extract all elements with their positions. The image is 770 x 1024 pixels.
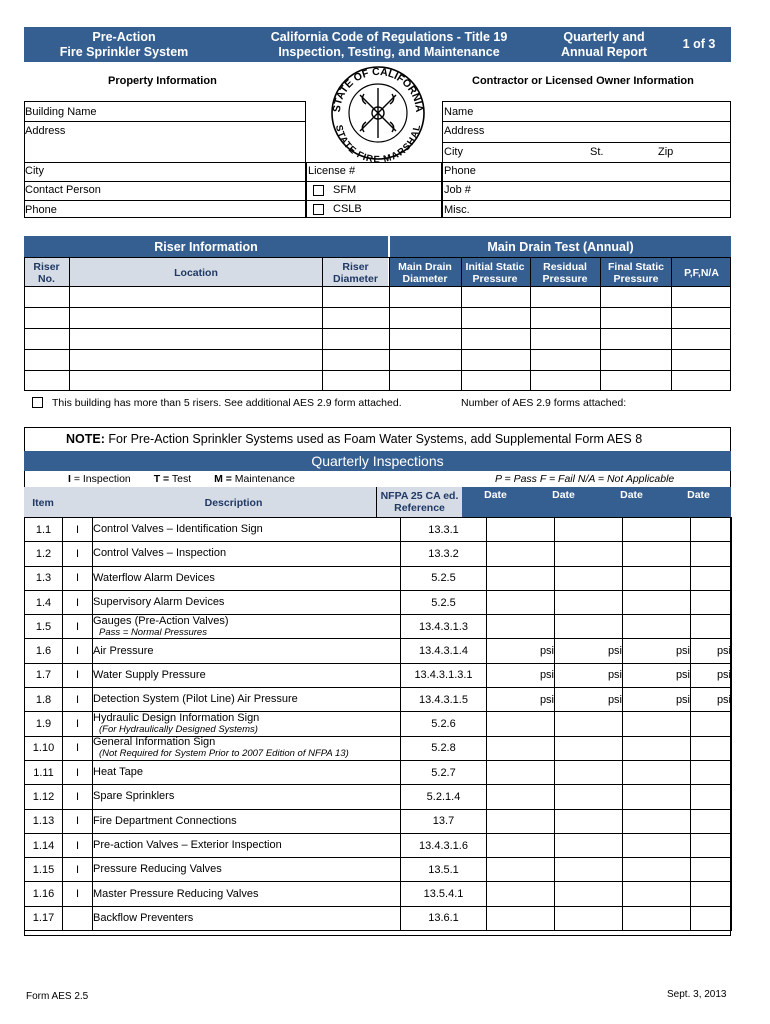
date-entry-cell[interactable] [487,858,555,882]
item-number: 1.6 [25,639,63,663]
date-entry-cell[interactable]: psi [555,663,623,687]
nfpa-reference: 13.7 [401,809,487,833]
header-report-type-2: Annual Report [560,45,648,59]
date-entry-cell[interactable] [487,518,555,542]
item-description [93,906,401,930]
riser-cell[interactable] [25,350,69,370]
description-text: Water Supply Pressure [93,668,206,681]
item-number: 1.16 [25,882,63,906]
col-date-4: Date [687,489,710,501]
description-text: Pre-action Valves – Exterior Inspection [93,839,282,851]
date-entry-cell[interactable]: psi [623,663,691,687]
property-city-field[interactable]: City [25,165,44,177]
nfpa-reference: 5.2.5 [401,590,487,614]
riser-info-bar [24,236,388,257]
description-text: Air Pressure [93,644,154,657]
riser-cell[interactable] [390,329,461,349]
riser-cell[interactable] [531,329,600,349]
riser-cell[interactable] [323,329,389,349]
description-text: Waterflow Alarm Devices [93,571,215,584]
col-ref-line1: NFPA 25 CA ed. [380,490,459,502]
date-entry-cell[interactable] [555,566,623,590]
legend [68,473,295,485]
item-number: 1.12 [25,785,63,809]
date-entry-cell[interactable]: psi [487,639,555,663]
inspection-type [63,906,93,930]
table-row [25,688,732,712]
date-entry-cell[interactable] [487,590,555,614]
date-entry-cell[interactable] [691,858,732,882]
item-description [93,736,401,760]
state-fire-marshal-seal [326,64,430,162]
property-address-field[interactable]: Address [25,125,66,137]
item-description [93,858,401,882]
date-entry-cell[interactable] [623,785,691,809]
item-description [93,518,401,542]
col-initial-static-pressure: Initial Static Pressure [465,261,525,285]
col-date-2: Date [552,489,575,501]
riser-cell[interactable] [323,287,389,307]
riser-cell[interactable] [390,308,461,328]
description-text: Spare Sprinklers [93,790,175,803]
table-row [25,736,732,760]
nfpa-reference: 13.5.1 [401,858,487,882]
riser-cell[interactable] [323,308,389,328]
seal-ring-top: STATE OF CALIFORNIA [330,65,426,113]
riser-cell[interactable] [25,287,69,307]
date-entry-cell[interactable]: psi [691,639,732,663]
table-row [25,542,732,566]
item-number: 1.7 [25,663,63,687]
date-entry-cell[interactable] [691,882,732,906]
contractor-phone-field[interactable]: Phone [444,165,476,177]
col-description: Description [204,497,263,509]
description-text: Backflow Preventers [93,911,194,924]
header-report-type: Quarterly and [563,30,645,44]
table-row [25,858,732,882]
date-entry-cell[interactable] [487,760,555,784]
nfpa-reference: 5.2.8 [401,736,487,760]
more-risers-checkbox[interactable] [32,397,43,408]
item-number: 1.10 [25,736,63,760]
date-entry-cell[interactable]: psi [691,663,732,687]
table-row [25,785,732,809]
date-entry-cell[interactable]: psi [623,639,691,663]
description-text: Gauges (Pre-Action Valves) [93,614,229,627]
riser-cell[interactable] [25,371,69,391]
date-entry-cell[interactable] [691,760,732,784]
riser-cell[interactable] [462,350,530,370]
date-entry-cell[interactable] [623,833,691,857]
nfpa-reference: 5.2.5 [401,566,487,590]
nfpa-reference: 13.4.3.1.3 [401,615,487,639]
inspection-type: I [63,712,93,736]
date-entry-cell[interactable] [623,566,691,590]
description-text: Control Valves – Identification Sign [93,523,263,536]
riser-cell[interactable] [601,350,671,370]
riser-cell[interactable] [390,371,461,391]
riser-cell[interactable] [462,329,530,349]
riser-cell[interactable] [70,350,322,370]
building-name-field[interactable]: Building Name [25,106,97,118]
inspection-type: I [63,542,93,566]
nfpa-reference: 5.2.1.4 [401,785,487,809]
legend-t-text: Test [171,473,192,485]
item-description [93,833,401,857]
riser-cell[interactable] [672,287,731,307]
item-number: 1.15 [25,858,63,882]
date-entry-cell[interactable] [555,809,623,833]
license-number-label: License # [308,165,356,177]
item-number: 1.1 [25,518,63,542]
col-item: Item [32,497,54,509]
date-entry-cell[interactable] [555,542,623,566]
date-entry-cell[interactable] [623,542,691,566]
legend-i: I [68,473,71,485]
table-row [25,906,732,930]
nfpa-reference: 13.6.1 [401,906,487,930]
date-entry-cell[interactable]: psi [487,663,555,687]
main-drain-title: Main Drain Test (Annual) [487,240,634,254]
nfpa-reference: 5.2.7 [401,760,487,784]
legend-i-text: = Inspection [73,473,131,485]
date-entry-cell[interactable] [487,882,555,906]
date-entry-cell[interactable] [691,712,732,736]
seal-ring-bottom: STATE FIRE MARSHAL [332,123,424,162]
col-location: Location [174,267,218,279]
contractor-city-field[interactable]: City [444,146,463,158]
inspection-type: I [63,518,93,542]
date-entry-cell[interactable] [623,809,691,833]
riser-cell[interactable] [672,350,731,370]
date-entry-cell[interactable] [555,736,623,760]
date-entry-cell[interactable] [555,518,623,542]
item-number: 1.5 [25,615,63,639]
table-row [25,882,732,906]
date-entry-cell[interactable] [623,760,691,784]
description-text: Supervisory Alarm Devices [93,596,225,609]
table-row [25,518,732,542]
date-entry-cell[interactable]: psi [691,688,732,712]
revision-date: Sept. 3, 2013 [667,989,727,1000]
date-entry-cell[interactable] [555,882,623,906]
item-number: 1.14 [25,833,63,857]
legend-t: T = [153,473,170,485]
nfpa-reference: 5.2.6 [401,712,487,736]
col-date-1: Date [484,489,507,501]
item-description [93,663,401,687]
item-description [93,688,401,712]
item-description [93,566,401,590]
table-row [25,566,732,590]
item-number: 1.2 [25,542,63,566]
description-text: Control Valves – Inspection [93,547,227,560]
date-entry-cell[interactable] [555,590,623,614]
description-text: Master Pressure Reducing Valves [93,887,259,900]
date-entry-cell[interactable] [691,833,732,857]
date-entry-cell[interactable] [691,518,732,542]
riser-info-title: Riser Information [154,240,258,254]
forms-attached-label: Number of AES 2.9 forms attached: [461,397,627,409]
riser-cell[interactable] [462,371,530,391]
property-phone-field[interactable]: Phone [25,204,57,216]
item-description [93,712,401,736]
riser-cell[interactable] [25,308,69,328]
riser-cell[interactable] [462,287,530,307]
contractor-info-title: Contractor or Licensed Owner Information [472,75,694,87]
sfm-label: SFM [333,184,357,196]
contractor-state-field[interactable]: St. [590,146,604,158]
date-entry-cell[interactable] [555,615,623,639]
riser-cell[interactable] [70,329,322,349]
description-text: Heat Tape [93,766,143,779]
riser-cell[interactable] [70,287,322,307]
job-number-field[interactable]: Job # [444,184,471,196]
sfm-checkbox[interactable] [313,185,324,196]
inspection-type: I [63,639,93,663]
inspection-type: I [63,882,93,906]
riser-cell[interactable] [70,371,322,391]
date-entry-cell[interactable] [487,833,555,857]
inspection-type: I [63,590,93,614]
col-date-3: Date [620,489,643,501]
quarterly-bar [24,451,731,471]
riser-cell[interactable] [672,308,731,328]
item-description [93,882,401,906]
date-entry-cell[interactable] [487,712,555,736]
riser-cell[interactable] [601,308,671,328]
note-label: NOTE: [66,432,105,446]
date-entry-cell[interactable] [691,785,732,809]
riser-cell[interactable] [672,329,731,349]
legend-m-text: Maintenance [234,473,295,485]
riser-cell[interactable] [531,350,600,370]
riser-cell[interactable] [672,371,731,391]
inspection-type: I [63,809,93,833]
riser-cell[interactable] [531,287,600,307]
nfpa-reference: 13.5.4.1 [401,882,487,906]
col-riser-no: Riser No. [33,261,60,285]
date-entry-cell[interactable]: psi [623,688,691,712]
riser-cell[interactable] [390,350,461,370]
table-row [25,639,732,663]
date-entry-cell[interactable] [691,615,732,639]
description-text: Hydraulic Design Information Sign [93,712,260,725]
riser-cell[interactable] [25,329,69,349]
date-entry-cell[interactable] [555,906,623,930]
inspection-type: I [63,858,93,882]
riser-cell[interactable] [70,308,322,328]
header-code-subtitle: Inspection, Testing, and Maintenance [278,45,500,59]
date-entry-cell[interactable] [623,882,691,906]
date-entry-cell[interactable] [623,712,691,736]
date-entry-cell[interactable] [487,615,555,639]
table-row [25,760,732,784]
col-nfpa-reference [377,490,462,514]
table-row [25,809,732,833]
header-system-name: Fire Sprinkler System [59,45,189,59]
main-drain-bar [390,236,731,257]
nfpa-reference: 13.3.2 [401,542,487,566]
date-entry-cell[interactable] [487,809,555,833]
inspection-type: I [63,760,93,784]
col-pfna: P,F,N/A [684,267,719,279]
contractor-name-field[interactable]: Name [444,106,474,118]
contact-person-field[interactable]: Contact Person [25,184,101,196]
item-number: 1.4 [25,590,63,614]
date-entry-cell[interactable] [555,712,623,736]
header-code-title: California Code of Regulations - Title 19 [270,30,508,44]
item-number: 1.11 [25,760,63,784]
item-description [93,639,401,663]
cslb-checkbox[interactable] [313,204,324,215]
date-entry-cell[interactable] [623,518,691,542]
date-entry-cell[interactable] [691,809,732,833]
date-entry-cell[interactable] [691,906,732,930]
riser-cell[interactable] [601,329,671,349]
col-final-static-pressure: Final Static Pressure [607,261,664,285]
date-entry-cell[interactable] [623,615,691,639]
item-description [93,542,401,566]
date-entry-cell[interactable] [555,760,623,784]
description-text: Pressure Reducing Valves [93,863,222,876]
quarterly-inspections-table [24,517,732,931]
date-entry-cell[interactable] [487,906,555,930]
date-entry-cell[interactable] [555,833,623,857]
nfpa-reference: 13.4.3.1.4 [401,639,487,663]
inspection-type: I [63,566,93,590]
legend-m: M = [214,473,232,485]
date-entry-cell[interactable] [555,785,623,809]
description-note: (Not Required for System Prior to 2007 Edition of NFPA 13) [99,748,349,760]
date-entry-cell[interactable] [691,566,732,590]
nfpa-reference: 13.4.3.1.5 [401,688,487,712]
riser-cell[interactable] [462,308,530,328]
property-info-title: Property Information [108,75,217,87]
nfpa-reference: 13.4.3.1.3.1 [401,663,487,687]
col-ref-line2: Reference [394,502,445,514]
misc-field[interactable]: Misc. [444,204,470,216]
table-row [25,590,732,614]
table-row [25,712,732,736]
item-description [93,809,401,833]
description-note: (For Hydraulically Designed Systems) [99,724,258,736]
riser-cell[interactable] [323,371,389,391]
cslb-label: CSLB [333,203,362,215]
header-system-type: Pre-Action [92,30,156,44]
riser-cell[interactable] [601,287,671,307]
riser-cell[interactable] [323,350,389,370]
item-number: 1.17 [25,906,63,930]
riser-cell[interactable] [390,287,461,307]
contractor-zip-field[interactable]: Zip [658,146,674,158]
inspection-type: I [63,833,93,857]
date-entry-cell[interactable]: psi [555,688,623,712]
date-entry-cell[interactable] [691,542,732,566]
riser-cell[interactable] [531,308,600,328]
more-risers-label: This building has more than 5 risers. See additional AES 2.9 form attached. [52,397,402,409]
nfpa-reference: 13.3.1 [401,518,487,542]
date-entry-cell[interactable] [691,736,732,760]
item-number: 1.9 [25,712,63,736]
item-description [93,615,401,639]
description-text: Fire Department Connections [93,814,237,827]
page-number: 1 of 3 [682,37,716,51]
contractor-address-field[interactable]: Address [444,125,485,137]
date-entry-cell[interactable] [487,785,555,809]
inspection-type: I [63,688,93,712]
table-row [25,663,732,687]
item-description [93,760,401,784]
date-entry-cell[interactable] [691,590,732,614]
table-row [25,833,732,857]
col-main-drain-diameter: Main Drain Diameter [398,261,452,285]
col-riser-diameter: Riser Diameter [333,261,378,285]
col-residual-pressure: Residual Pressure [542,261,588,285]
description-note: Pass = Normal Pressures [99,626,207,638]
inspection-type: I [63,785,93,809]
item-number: 1.8 [25,688,63,712]
riser-cell[interactable] [601,371,671,391]
inspection-type: I [63,736,93,760]
riser-cell[interactable] [531,371,600,391]
form-header [24,27,731,62]
date-entry-cell[interactable] [487,736,555,760]
date-entry-cell[interactable] [487,542,555,566]
date-entry-cell[interactable]: psi [487,688,555,712]
date-entry-cell[interactable] [623,590,691,614]
date-entry-cell[interactable] [623,858,691,882]
note-text: For Pre-Action Sprinkler Systems used as Foam Water Systems, add Supplemental Form AES 8 [108,432,643,446]
date-entry-cell[interactable] [623,736,691,760]
table-row [25,615,732,639]
date-entry-cell[interactable] [555,858,623,882]
item-description [93,785,401,809]
item-number: 1.3 [25,566,63,590]
inspection-type: I [63,663,93,687]
item-number: 1.13 [25,809,63,833]
date-entry-cell[interactable]: psi [555,639,623,663]
description-text: Detection System (Pilot Line) Air Pressure [93,693,298,706]
inspection-type: I [63,615,93,639]
nfpa-reference: 13.4.3.1.6 [401,833,487,857]
quarterly-title: Quarterly Inspections [311,453,444,469]
date-entry-cell[interactable] [487,566,555,590]
item-description [93,590,401,614]
description-text: General Information Sign [93,736,216,749]
form-number: Form AES 2.5 [26,991,89,1002]
legend-pass-fail: P = Pass F = Fail N/A = Not Applicable [495,473,675,485]
date-entry-cell[interactable] [623,906,691,930]
